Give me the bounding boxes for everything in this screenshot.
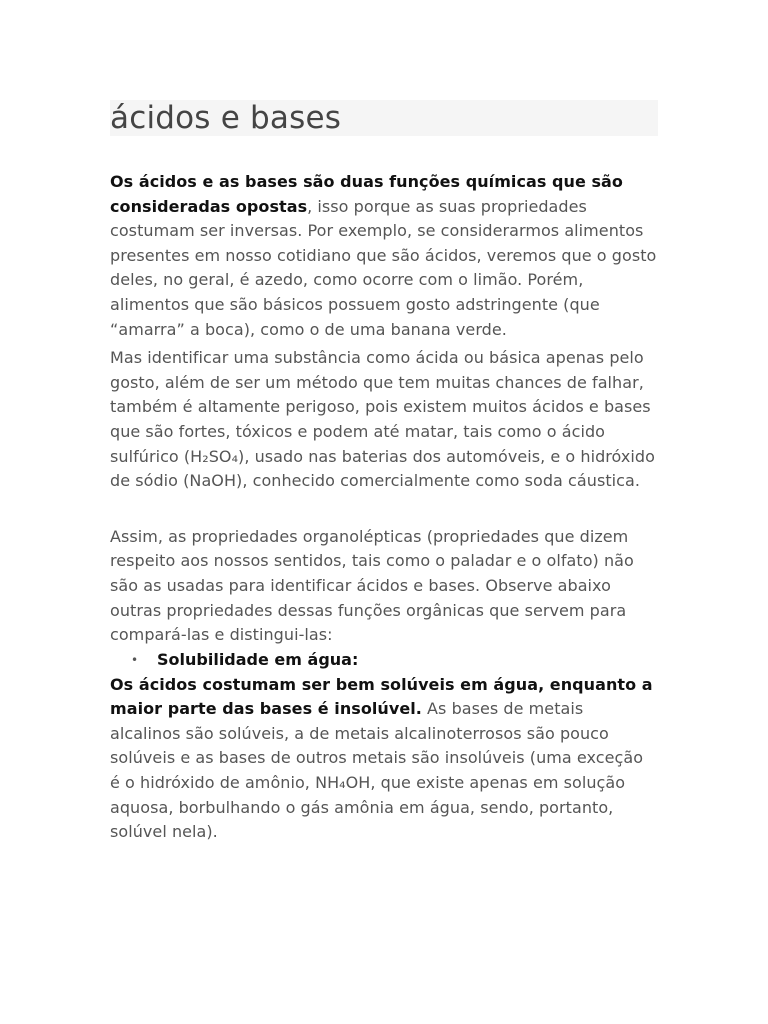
list-item-solubility — [110, 648, 658, 672]
paragraph-solubility-bold: Os ácidos costumam ser bem solúveis em água, enquanto a maior parte das bases é insolúvel. — [110, 674, 653, 719]
paragraph-taste-danger: Mas identificar uma substância como ácida ou básica apenas pelo gosto, além de ser um método que tem muitas chances de falhar, também é altamente perigoso, pois existem muitos ácidos e bases que são fortes, tóxicos e podem até matar, tais como o ácido sulfúrico (H₂SO₄), usado nas baterias dos automóveis, e o hidróxido de sódio (NaOH), conhecido comercialmente como soda cáustica. — [110, 348, 655, 491]
document-page — [110, 100, 658, 845]
paragraph-intro-bold: Os ácidos e as bases são duas funções químicas que são consideradas opostas — [110, 172, 623, 216]
paragraph-intro-text: , isso porque as suas propriedades costumam ser inversas. Por exemplo, se considerarmos alimentos presentes em nosso cotidiano que são ácidos, veremos que o gosto deles, no geral, é azedo, como ocorre com o limão. Porém, alimentos que são básicos possuem gosto adstringente (que “amarra” a boca), como o de uma banana verde. — [110, 196, 657, 339]
page-title: ácidos e bases — [110, 100, 658, 136]
paragraph-organoleptic: Assim, as propriedades organolépticas (propriedades que dizem respeito aos nossos sentidos, tais como o paladar e o olfato) não são as usadas para identificar ácidos e bases. Observe abaixo outras propriedades dessas funções orgânicas que servem para compará-las e distingui-las: — [110, 526, 634, 645]
list-item-label: Solubilidade em água: — [157, 649, 359, 669]
paragraph-intro — [110, 170, 658, 342]
bullet-icon: • — [131, 652, 139, 667]
paragraph-solubility — [110, 673, 658, 845]
paragraph-solubility-text: As bases de metais alcalinos são solúveis, a de metais alcalinoterrosos são pouco solúveis e as bases de outros metais são insolúveis (uma exceção é o hidróxido de amônio, NH₄OH, que existe apenas em solução aquosa, borbulhando o gás amônia em água, sendo, portanto, solúvel nela). — [110, 699, 644, 842]
properties-list — [110, 648, 658, 672]
